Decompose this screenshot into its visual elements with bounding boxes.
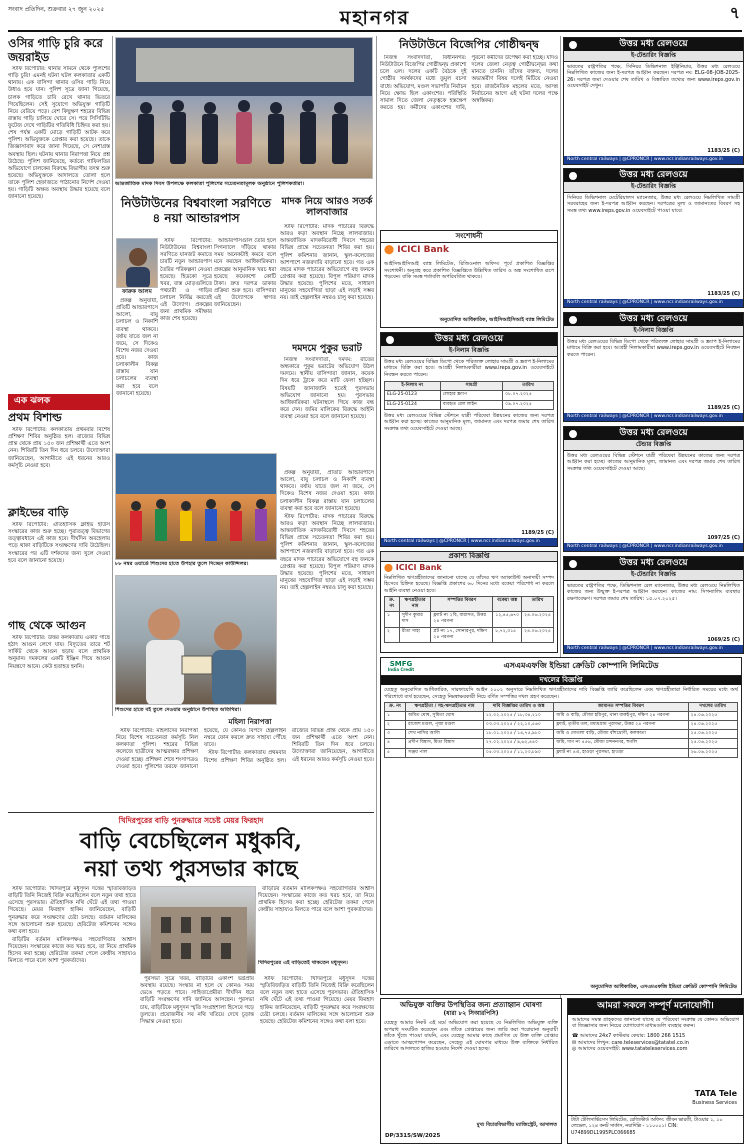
group-photo-illustration: [116, 38, 373, 179]
newtown-body-col2: আন্ডারপাসগুলি তৈরি হলে সিগন্যালে দাঁড়িয়ে থাকার সময় অনেকটাই কমবে বলে মনে করছেন আধিকারিকরা। প্রকল্পের আনুমানিক খরচ ধরা হয়েছে কয়েকশো কোটি টাকা। দ্রুত দরপত্র ডাকার প্রক্রিয়া শুরু হবে। বাসিন্দারা এই উদ্যোগকে স্বাগত জানিয়েছেন।: [214, 238, 276, 309]
railway-name-bar: উত্তর মধ্য রেলওয়ে: [564, 313, 743, 326]
railway-logo-icon: [568, 315, 578, 325]
icici-public-notice-ad: [380, 551, 558, 653]
railway-name-bar: উত্তর মধ্য রেলওয়ে: [564, 38, 743, 51]
reporter-photo: [116, 238, 158, 288]
railway-ad-subtitle: ই-টেন্ডারিং বিজ্ঞপ্তি: [564, 182, 743, 193]
school-story-body: স্টাফ রিপোর্টার: মহিলাদের নিরাপত্তা নিয়ে বিশেষ সচেতনতা কর্মসূচি নিল কলকাতা পুলিশ। শহরের বিভিন্ন কলেজে ছাত্রীদের আত্মরক্ষার প্রশিক্ষণ দেওয়া হচ্ছে। প্রশিক্ষণ শেষে শংসাপত্রও দেওয়া হবে। পুলিশের তরফে জানানো হয়েছে, যে কোনও বিপদে হেল্পলাইন নম্বরে ফোন করলে দ্রুত সাহায্য পৌঁছে যাবে। স্টাফ রিপোর্টার: কলকাতায় প্রথমবার বিশেষ প্রশিক্ষণ শিবির অনুষ্ঠিত হল। রাজ্যের বিভিন্ন প্রান্ত থেকে প্রায় ১৫০ জন প্রশিক্ষার্থী এতে অংশ নেন। শিবিরটি তিন দিন ধরে চলবে। উদ্যোক্তারা জানিয়েছেন, আগামীতে এই ধরনের আরও কর্মসূচি নেওয়া হবে।: [116, 728, 374, 770]
railway-ad-body-extra: উত্তর মধ্য রেলওয়ের বিভিন্ন স্টেশনে যাত্রী পরিষেবা উন্নয়নের কাজের জন্য দরপত্র আহ্বান করা হচ্ছে। কাজের আনুমানিক মূল্য, জামানত এবং দরপত্র জমার শেষ তারিখ সংক্রান্ত তথ্য ওয়েবসাইটে দেওয়া আছে।: [384, 412, 554, 432]
book-photo-caption: শিশুদের হাতে বই তুলে দেওয়ার অনুষ্ঠানে উপস্থিত অতিথিরা।: [115, 707, 241, 713]
railway-ad-subtitle: ই-টেন্ডারিং বিজ্ঞপ্তি: [564, 570, 743, 581]
table-row: ২ রীতা সাহা প্লট নং ১৭, সোনারপুর, দক্ষিণ ২৪ পরগনা ৮,৭২,৩১৫ ২৪.০৬.২০২৫: [385, 627, 554, 642]
railway-ad-code: 1189/25 (C): [707, 405, 740, 412]
story1-body: স্টাফ রিপোর্টার: থানার সামনে থেকে পুলিশের গাড়ি চুরি! এমনই ঘটনা ঘটল কলকাতার একটি থানায়। এক বাসিন্দা থানার ওসির গাড়ি নিয়ে উধাও হয়ে যান। পুলিশ সূত্রে জানা গিয়েছে, চালক গাড়িতে চাবি রেখে থানার ভিতরে গিয়েছিলেন। সেই সুযোগে অভিযুক্ত গাড়িটি নিয়ে বেরিয়ে পড়ে। বেশ কিছুক্ষণ শহরের বিভিন্ন রাস্তায় গাড়ি চালিয়ে ঘোরে সে। পরে সিসিটিভি ফুটেজ দেখে গাড়িটির গতিবিধি চিহ্নিত করা হয়। শেষ পর্যন্ত একটি মোড়ে গাড়িটি আটক করে পুলিশ। অভিযুক্তকে গ্রেপ্তার করা হয়েছে। তাকে জিজ্ঞাসাবাদ করে জানা গিয়েছে, সে নেশাগ্রস্ত অবস্থায় ছিল। ঘটনায় থানার নিরাপত্তা নিয়ে প্রশ্ন উঠেছে। পুলিশ জানিয়েছে, কর্তব্যে গাফিলতির অভিযোগে চালকের বিরুদ্ধে বিভাগীয় তদন্ত শুরু হয়েছে। অভিযুক্তকে আদালতে তোলা হলে তাকে পুলিশ হেফাজতে পাঠানোর নির্দেশ দেওয়া হয়। গাড়িটি অক্ষত অবস্থায় উদ্ধার হয়েছে বলে জানানো হয়েছে।: [8, 66, 110, 201]
railway-logo-icon: [385, 335, 395, 345]
table-row: ১ অমিত ঘোষ, সুমিতা ঘোষ ১২.০২.২০২৫ / ১৮,৩৪,২১০ জমি ও বাড়ি, মৌজা হরিপুর, থানা বারুইপুর, দক্ষিণ ২৪ পরগনা ২৪.০৬.২০২৫: [385, 712, 738, 721]
railway-tender-ad-3: [380, 332, 558, 547]
mail-icon: ✉: [572, 1039, 578, 1046]
brief2-title: ক্লাইভের বাড়ি: [8, 506, 69, 519]
tata-footer: টাটা টেলিসার্ভিসেস লিমিটেড, রেজিস্টার্ড অফিস: জীবন ভারতী, টাওয়ার ১, ১০ লেভেল, ১২৪ কনট সার্কাস, নয়াদিল্লি - ১১০০০১। CIN: U74899DL1995PLC066685: [568, 1115, 743, 1143]
railway-name-bar: উত্তর মধ্য রেলওয়ে: [564, 427, 743, 440]
lead-photo: [115, 37, 373, 179]
railway-auction-table: [384, 381, 554, 409]
railway-tender-ad-1: [563, 37, 744, 165]
smfg-notice-title: দখলের বিজ্ঞপ্তি: [381, 676, 741, 685]
newtown-body-col1: স্টাফ রিপোর্টার: নিউটাউনের বিশ্ববাংলা সরণিতে যানজট কমাতে চারটি নতুন আন্ডারপাস তৈরির পরিকল্পনা নেওয়া হয়েছে। হিডকো সূত্রে খবর, ব্যস্ত মোড়গুলিতে পথচারী ও গাড়ির চলাচল নির্বিঘ্ন করতেই এই উদ্যোগ। প্রকল্পের জন্য প্রাথমিক সমীক্ষার কাজ শেষ হয়েছে।: [160, 238, 212, 323]
railway-ad-subtitle: ই-টেন্ডারিং বিজ্ঞপ্তি: [564, 51, 743, 62]
table-row: ৫ সঞ্জয় পাল ০৫.০৩.২০২৫ / ১১,২৩,৮৯০ ফ্ল্যাট নং ৪এ, হাওড়া পুরসভা, হাওড়া ২৬.০৬.২০২৫: [385, 748, 738, 757]
madhu-photo-caption: খিদিরপুরের এই বাড়িতেই থাকতেন মধুসূদন।: [258, 960, 348, 966]
ek-jholok-banner: এক ঝলক: [8, 394, 110, 410]
table-row: ১ সুদীপ কুমার দাস ফ্ল্যাট নং ২বি, বারাসত, উত্তর ২৪ পরগনা ১২,৪৫,৬৭০ ২৪.০৬.২০২৫: [385, 612, 554, 627]
railway-ad-code: 1189/25 (C): [521, 530, 554, 537]
icici-correction-ad: [380, 230, 558, 328]
table-row: ২ রাজেশ মণ্ডল, পূজা মণ্ডল ০৩.০৩.২০২৫ / ২২,১০,৫৬০ ফ্ল্যাট, তৃতীয় তল, মধ্যমগ্রাম পুরসভা, উত্তর ২৪ পরগনা ২৪.০৬.২০২৫: [385, 721, 738, 730]
railway-logo-icon: [568, 559, 578, 569]
reporter-byline: ফারুক আলম: [122, 289, 152, 295]
railway-ad-footer: North central railways | @CPRONCR | www.ncr.indianrailways.gov.in: [564, 543, 743, 551]
smfg-possession-notice-ad: [380, 657, 742, 995]
railway-auction-ad: [563, 312, 744, 422]
railway-ad-body: ভারতের রাষ্ট্রপতির পক্ষে, ডিভিশনাল রেল ম্যানেজার, উত্তর মধ্য রেলওয়ে নিম্নলিখিত কাজের জন্য উন্মুক্ত ই-দরপত্র আহ্বান করছেন। কাজের নাম: সিগন্যালিং ব্যবস্থার রক্ষণাবেক্ষণ। দরপত্র জমার শেষ তারিখ: ১৫.০৭.২০২৫।: [567, 582, 740, 602]
tata-contact-list: [568, 1032, 743, 1054]
icici-correction-title: সংশোধনী: [381, 231, 557, 243]
newtown-headline: নিউটাউনের বিশ্ববাংলা সরণিতে ৪ নয়া আন্ডারপাস: [121, 196, 271, 225]
proclamation-title: অভিযুক্ত ব্যক্তির উপস্থিতির জন্য প্রত্যাহ্বান ঘোষণা: [400, 1001, 542, 1009]
icici-notice-table-wrap: [381, 596, 557, 642]
smfg-logo: SMFG India Credit: [387, 660, 415, 672]
railway-ad-body: উত্তর মধ্য রেলওয়ের বিভিন্ন ডিপো থেকে পরিত্যক্ত লোহার সামগ্রী ও স্ক্র্যাপ ই-নিলামের মাধ্যমে বিক্রি করা হবে। আগ্রহী নিলামকারীরা www.ireps.gov.in ওয়েবসাইটে নিবন্ধন করতে পারেন।: [384, 358, 554, 378]
section-title: মহানগর: [339, 7, 411, 29]
railway-name-bar: উত্তর মধ্য রেলওয়ে: [381, 333, 557, 346]
icici-notice-table: [384, 596, 554, 642]
railway-name-bar: উত্তর মধ্য রেলওয়ে: [564, 169, 743, 182]
children-photo: [115, 453, 277, 560]
proclamation-ad: [380, 998, 562, 1144]
railway-tender-ad-2: [563, 168, 744, 308]
story1-headline: ওসির গাড়ি চুরি করে জয়রাইড: [8, 36, 103, 64]
book-distribution-illustration: [116, 576, 277, 705]
proclamation-subtitle: (ধারা ৮২ সিআরপিসি): [443, 1010, 499, 1018]
madhu-headline-line2: নয়া তথ্য পুরসভার কাছে: [84, 856, 298, 882]
railway-ad-footer: North central railways | @CPRONCR | www.ncr.indianrailways.gov.in: [564, 645, 743, 653]
smfg-possession-table: [384, 702, 738, 757]
globe-icon: ◎: [572, 1046, 578, 1053]
smfg-intro: যেহেতু অনুমোদিত আধিকারিক, সারফায়েসি আইন ২০০২ অনুসারে নিম্নলিখিত ঋণগ্রহীতাদের দাবি বিজ্ঞপ্তি জারি করেছিলেন এবং ঋণগ্রহীতারা নির্ধারিত সময়ের মধ্যে অর্থ পরিশোধে ব্যর্থ হয়েছেন, সেহেতু নিম্নস্বাক্ষরকারী নিচে বর্ণিত সম্পত্তির দখল গ্রহণ করেছেন।: [384, 687, 738, 700]
tata-tele-ad: [567, 998, 744, 1144]
old-house-illustration: [141, 887, 256, 974]
railway-ad-body: সিনিয়র ডিভিশনাল মেটেরিয়ালস ম্যানেজার, উত্তর মধ্য রেলওয়ে নিম্নলিখিত সামগ্রী সরবরাহের জন্য ই-দরপত্র আহ্বান করছেন। দরপত্রের মূল্য ও জামানতের বিবরণ সহ সমস্ত তথ্য www.ireps.gov.in ওয়েবসাইটে পাওয়া যাবে।: [567, 194, 740, 214]
icici-logo-mark: ⬤: [384, 563, 396, 573]
icici-notice-logo: ⬤ ICICI Bank: [384, 563, 442, 573]
dumdum-headline: দমদমে পুকুর ভরাট: [292, 343, 362, 354]
brief3-title: গাছ থেকে আগুন: [8, 619, 86, 632]
railway-ad-code: 1183/25 (C): [707, 148, 740, 155]
railway-tender-ad-5: [563, 556, 744, 654]
icici-logo: ⬤ ICICI Bank: [384, 245, 449, 256]
madhu-headline-line1: বাড়ি বেচেছিলেন মধুকবি,: [80, 828, 302, 854]
smfg-company-name: এসএমএফজি ইন্ডিয়া ক্রেডিট কোম্পানি লিমিটেড: [503, 661, 659, 671]
table-row: ৪ প্রদীপ বিশ্বাস, মিতা বিশ্বাস ২৭.০২.২০২৫ / ৯,৬২,৪৪০ জমি, দাগ নং ৪৫৬, মৌজা চন্দননগর, হুগলি ২৫.০৬.২০২৫: [385, 739, 738, 748]
newtown-body-col0: প্রকল্প অনুযায়ী, প্রতিটি আন্ডারপাসে আলো, বায়ু চলাচল ও নিকাশি ব্যবস্থা থাকবে। বর্ষায় যাতে জল না জমে, সে দিকেও বিশেষ নজর দেওয়া হবে। কাজ চলাকালীন বিকল্প রাস্তায় যান চলাচলের ব্যবস্থা করা হবে বলে জানানো হয়েছে।: [116, 298, 158, 397]
children-illustration: [116, 454, 277, 560]
railway-ad-body: উত্তর মধ্য রেলওয়ের বিভিন্ন ডিপো থেকে পরিত্যক্ত লোহার সামগ্রী ও স্ক্র্যাপ ই-নিলামের মাধ্যমে বিক্রি করা হবে। আগ্রহী নিলামকারীরা www.ireps.gov.in ওয়েবসাইটে নিবন্ধন করতে পারেন।: [567, 338, 740, 358]
railway-ad-subtitle: ই-নিলাম বিজ্ঞপ্তি: [564, 326, 743, 337]
railway-logo-icon: [568, 40, 578, 50]
table-row: ELG-25-0123 লোহার স্ক্র্যাপ ০৮.০৭.২০২৫: [385, 391, 554, 400]
madhu-body-col2: পুরসভা সূত্রে খবর, বাড়িটির একাংশ ভগ্নপ্রায় অবস্থায় রয়েছে। সংস্কার না হলে যে কোনও সময় ভেঙে পড়তে পারে। সাহিত্যপ্রেমীরা দীর্ঘদিন ধরে বাড়িটি সংরক্ষণের দাবি জানিয়ে আসছেন। পুরসভা চায়, বাড়িটিকে মধুসূদন স্মৃতি সংগ্রহশালা হিসেবে গড়ে তুলতে। প্রয়োজনীয় সব নথি খতিয়ে দেখে চূড়ান্ত সিদ্ধান্ত নেওয়া হবে। স্টাফ রিপোর্টার: খিদিরপুরে মধুসূদন দত্তের স্মৃতিবিজড়িত বাড়িটি তিনি নিজেই বিক্রি করেছিলেন বলে নতুন তথ্য হাতে এসেছে পুরসভার। ঐতিহাসিক নথি ঘেঁটে এই তথ্য পাওয়া গিয়েছে। মেয়র ফিরহাদ হাকিম জানিয়েছেন, বাড়িটি পুনরুদ্ধার করে সংরক্ষণের চেষ্টা চলছে। বর্তমান মালিকের সঙ্গে আলোচনা শুরু হয়েছে। হেরিটেজ কমিশনের সঙ্গেও কথা বলা হবে।: [140, 976, 374, 1025]
railway-ad-code: 1183/25 (C): [707, 291, 740, 298]
dumdum-body: নিজস্ব সংবাদদাতা, দমদম: রাতের অন্ধকারে পুকুর ভরাটের অভিযোগ উঠল দমদমে। স্থানীয় বাসিন্দারা জানান, কয়েক দিন ধরে ট্রাকে করে মাটি ফেলা হচ্ছিল। বিষয়টি জানাজানি হতেই পুরসভায় অভিযোগ জানানো হয়। পুরসভার আধিকারিকরা ঘটনাস্থলে গিয়ে কাজ বন্ধ করে দেন। জমির মালিকের বিরুদ্ধে আইনি ব্যবস্থা নেওয়া হবে বলে জানানো হয়েছে।: [280, 357, 374, 420]
tata-heading: আমরা সকলে সম্পূর্ণ মনোযোগী।: [568, 999, 743, 1015]
children-photo-caption: ৮৮ নম্বর ওয়ার্ডে শিশুদের হাতে উপহার তুলে দিচ্ছেন কাউন্সিলর।: [115, 561, 249, 567]
column-divider: [376, 36, 377, 992]
railway-ad-footer: North central railways | @CPRONCR | www.ncr.indianrailways.gov.in: [564, 299, 743, 307]
icici-notice-title: প্রকাশ্য বিজ্ঞপ্তি: [381, 552, 557, 562]
icici-logo-mark: ⬤: [384, 245, 398, 256]
smfg-header: [381, 658, 741, 676]
drugs-body: স্টাফ রিপোর্টার: মাদক পাচারের বিরুদ্ধে আরও কড়া অবস্থান নিচ্ছে লালবাজার। আন্তর্জাতিক মাদকবিরোধী দিবসে শহরের বিভিন্ন প্রান্তে সচেতনতা শিবির করা হয়। পুলিশ কমিশনার জানান, স্কুল-কলেজের আশপাশে নজরদারি বাড়ানো হবে। গত এক বছরে মাদক পাচারের অভিযোগে বহু জনকে গ্রেপ্তার করা হয়েছে। বিপুল পরিমাণ মাদক উদ্ধার হয়েছে। পুলিশের মতে, সাধারণ মানুষের সহযোগিতা ছাড়া এই লড়াই সম্ভব নয়। তাই হেল্পলাইন নম্বরও চালু করা হয়েছে।: [280, 224, 374, 302]
phone-icon: ☎: [572, 1033, 580, 1040]
brief1-title: প্রথম বিশাল্ড: [8, 411, 62, 424]
railway-logo-icon: [568, 171, 578, 181]
railway-name-bar: উত্তর মধ্য রেলওয়ে: [564, 557, 743, 570]
story-divider: [8, 812, 374, 813]
bjp-body: নিজস্ব সংবাদদাতা, বিধাননগর: নিউটাউনে বিজেপির গোষ্ঠীদ্বন্দ্ব প্রকাশ্যে চলে এল। দলের একটি বৈঠকে দুই গোষ্ঠীর সমর্থকদের মধ্যে তুমুল বচসা বাধে। অভিযোগ, মণ্ডল সভাপতি নির্বাচন নিয়ে ক্ষোভ ছিল একাংশের। পরিস্থিতি সামাল দিতে জেলা নেতৃত্বকে হস্তক্ষেপ করতে হয়। কর্মীদের একাংশের দাবি, পুরনো কর্মীদের উপেক্ষা করা হচ্ছে। যদিও দলের জেলা নেতৃত্ব গোষ্ঠীদ্বন্দ্বের কথা মানতে চাননি। তাঁদের বক্তব্য, দলের অভ্যন্তরীণ বিষয় দলেই মিটিয়ে নেওয়া হবে। রাজনৈতিক মহলের মতে, আসন্ন নির্বাচনের আগে এই ঘটনা দলের পক্ষে অস্বস্তিকর।: [380, 55, 558, 111]
column-divider: [112, 36, 113, 716]
table-header-row: ই-নিলাম নং সামগ্রী তারিখ: [385, 382, 554, 391]
bjp-headline: নিউটাউনে বিজেপির গোষ্ঠীদ্বন্দ্ব: [399, 38, 539, 51]
icici-notice-body: নিম্নলিখিত ঋণগ্রহীতাদের জানানো যাচ্ছে যে তাঁদের ঋণ অ্যাকাউন্ট অনাদায়ী সম্পদ হিসেবে চিহ্নিত হয়েছে। বিজ্ঞপ্তি প্রকাশের ৬০ দিনের মধ্যে বকেয়া পরিশোধ না করলে আইনি ব্যবস্থা নেওয়া হবে।: [384, 574, 554, 594]
lead-photo-caption: আন্তর্জাতিক মাদক দিবস উপলক্ষে কলকাতা পুলিশের সচেতনতামূলক অনুষ্ঠানে পুলিশকর্তারা।: [115, 181, 305, 187]
book-distribution-photo: [115, 575, 277, 705]
tata-phone-line: ☎ আমাদের 24x7 কাস্টমার কেয়ার: 1800 266 1515: [572, 1033, 686, 1040]
proclamation-court: মুখ্য বিচারবিভাগীয় ম্যাজিস্ট্রেট, আদালত: [476, 1122, 557, 1129]
madhu-body-col1: স্টাফ রিপোর্টার: খিদিরপুরে মধুসূদন দত্তের স্মৃতিবিজড়িত বাড়িটি তিনি নিজেই বিক্রি করেছিলেন বলে নতুন তথ্য হাতে এসেছে পুরসভার। ঐতিহাসিক নথি ঘেঁটে এই তথ্য পাওয়া গিয়েছে। মেয়র ফিরহাদ হাকিম জানিয়েছেন, বাড়িটি পুনরুদ্ধার করে সংরক্ষণের চেষ্টা চলছে। বর্তমান মালিকের সঙ্গে আলোচনা শুরু হয়েছে। হেরিটেজ কমিশনের সঙ্গেও কথা বলা হবে। বাড়িটির বর্তমান মালিকপক্ষও সহযোগিতার আশ্বাস দিয়েছেন। সংস্কারের কাজে কত খরচ হবে, তা নিয়ে প্রাথমিক হিসেব করা হচ্ছে। হেরিটেজ তকমা পেলে কেন্দ্রীয় সাহায্যও মিলতে পারে বলে আশা পুরকর্তাদের।: [8, 886, 136, 965]
railway-ad-body: উত্তর মধ্য রেলওয়ের বিভিন্ন স্টেশনে যাত্রী পরিষেবা উন্নয়নের কাজের জন্য দরপত্র আহ্বান করা হচ্ছে। কাজের আনুমানিক মূল্য, জামানত এবং দরপত্র জমার শেষ তারিখ সংক্রান্ত তথ্য ওয়েবসাইটে দেওয়া আছে।: [567, 452, 740, 472]
smfg-sign: অনুমোদিত আধিকারিক, এসএমএফজি ইন্ডিয়া ক্রেডিট কোম্পানি লিমিটেড: [590, 984, 737, 991]
brief2-body: স্টাফ রিপোর্টার: ঐতিহাসিক ক্লাইভ হাউস সংস্কারের কাজ শুরু হচ্ছে। পুরাতত্ত্ব বিভাগের তত্ত্বাবধানে এই কাজ হবে। দীর্ঘদিন অবহেলায় পড়ে থাকা বাড়িটিকে সংরক্ষণের দাবি উঠেছিল। সংস্কারের পর এটি দর্শকদের জন্য খুলে দেওয়া হবে বলে জানানো হয়েছে।: [8, 522, 110, 564]
school-story-title: মহিলা নিরাপত্তা: [228, 718, 272, 726]
railway-ad-code: 1097/25 (C): [707, 535, 740, 542]
icici-correction-body: আইসিআইসিআই ব্যাঙ্ক লিমিটেড, রিজিওনাল অফিস। পূর্বে প্রকাশিত বিজ্ঞপ্তির সংশোধনী। অনুগ্রহ করে প্রকাশিত বিজ্ঞপ্তিতে উল্লিখিত তারিখ ও অঙ্ক সংশোধিত রূপে পড়বেন। বাকি সমস্ত শর্তাবলি অপরিবর্তিত থাকবে।: [384, 261, 554, 281]
proclamation-body: যেহেতু আমার নিকট এই মর্মে অভিযোগ করা হয়েছে যে নিম্নলিখিত অভিযুক্ত ব্যক্তি অপরাধ সংঘটিত করেছেন এবং তাঁকে গ্রেপ্তারের জন্য জারি করা পরোয়ানা অনুযায়ী তাঁকে খুঁজে পাওয়া যায়নি, এবং যেহেতু আমার কাছে প্রমাণিত যে উক্ত ব্যক্তি গ্রেপ্তার এড়াতে আত্মগোপন করেছেন, সেহেতু এই ঘোষণার মাধ্যমে উক্ত ব্যক্তিকে নির্ধারিত তারিখে আদালতে হাজির হওয়ার নির্দেশ দেওয়া হচ্ছে।: [384, 1020, 558, 1053]
page-number: ৭: [729, 3, 740, 22]
railway-ad-subtitle: ই-নিলাম বিজ্ঞপ্তি: [381, 346, 557, 357]
table-header-row: ক্র. নং ঋণগ্রহীতা / সহ-ঋণগ্রহীতার নাম দাবি বিজ্ঞপ্তির তারিখ ও অঙ্ক জামানত সম্পত্তির বিবরণ দখলের তারিখ: [385, 703, 738, 712]
tata-body: আমাদের সমস্ত গ্রাহকদের জানানো যাচ্ছে যে পরিষেবা সংক্রান্ত যে কোনও অভিযোগ বা জিজ্ঞাসার জন্য নিচের যোগাযোগ মাধ্যমগুলি ব্যবহার করুন।: [572, 1016, 739, 1030]
header-rule: [8, 30, 742, 32]
middle-lower-body: প্রকল্প অনুযায়ী, প্রতিটি আন্ডারপাসে আলো, বায়ু চলাচল ও নিকাশি ব্যবস্থা থাকবে। বর্ষায় যাতে জল না জমে, সে দিকেও বিশেষ নজর দেওয়া হবে। কাজ চলাকালীন বিকল্প রাস্তায় যান চলাচলের ব্যবস্থা করা হবে বলে জানানো হয়েছে। স্টাফ রিপোর্টার: মাদক পাচারের বিরুদ্ধে আরও কড়া অবস্থান নিচ্ছে লালবাজার। আন্তর্জাতিক মাদকবিরোধী দিবসে শহরের বিভিন্ন প্রান্তে সচেতনতা শিবির করা হয়। পুলিশ কমিশনার জানান, স্কুল-কলেজের আশপাশে নজরদারি বাড়ানো হবে। গত এক বছরে মাদক পাচারের অভিযোগে বহু জনকে গ্রেপ্তার করা হয়েছে। বিপুল পরিমাণ মাদক উদ্ধার হয়েছে। পুলিশের মতে, সাধারণ মানুষের সহযোগিতা ছাড়া এই লড়াই সম্ভব নয়। তাই হেল্পলাইন নম্বরও চালু করা হয়েছে।: [280, 470, 374, 591]
table-row: ELG-25-0124 ব্যবহৃত রেল লাইন ০৯.০৭.২০২৫: [385, 400, 554, 409]
tata-email-line: ✉ আমাদের লিখুন: care.teleservices@tatatel.co.in: [572, 1039, 689, 1046]
railway-ad-footer: North central railways | @CPRONCR | www.ncr.indianrailways.gov.in: [381, 538, 557, 546]
drugs-headline: মাদক নিয়ে আরও সতর্ক লালবাজার: [281, 196, 373, 219]
tata-logo: TATA Tele Business Services: [692, 1089, 737, 1106]
railway-ad-subtitle: টেন্ডার বিজ্ঞপ্তি: [564, 440, 743, 451]
proclamation-code: DP/3315/SW/2025: [385, 1132, 441, 1139]
railway-ad-footer: North central railways | @CPRONCR | www.ncr.indianrailways.gov.in: [564, 413, 743, 421]
tata-web-line: ◎ আমাদের ওয়েবসাইট: www.tatateleservices.com: [572, 1046, 688, 1053]
icici-correction-sign: অনুমোদিত আধিকারিক, আইসিআইসিআই ব্যাঙ্ক লিমিটেড: [439, 317, 554, 324]
railway-auction-table-wrap: [381, 380, 557, 410]
railway-ad-body: ভারতের রাষ্ট্রপতির পক্ষে, সিনিয়র ডিভিশনাল ইঞ্জিনিয়ার, উত্তর মধ্য রেলওয়ে নিম্নলিখিত কাজের জন্য ই-দরপত্র আহ্বান করছেন। দরপত্র নং: ELG-08-JOB-2025-26। দরপত্র জমা দেওয়ার শেষ তারিখ ও বিস্তারিত তথ্যের জন্য www.ireps.gov.in ওয়েবসাইট দেখুন।: [567, 63, 740, 90]
railway-logo-icon: [568, 429, 578, 439]
table-header-row: ক্র. নং ঋণগ্রহীতার নাম সম্পত্তির বিবরণ বকেয়া অঙ্ক তারিখ: [385, 597, 554, 612]
table-row: ৩ শেখ নাসির আলি ১৮.০১.২০২৫ / ১৪,৭৫,৯৮০ জমি ও দোতলা বাড়ি, মৌজা বাঁশদ্রোণী, কলকাতা ২৫.০৬.২০২৫: [385, 730, 738, 739]
reporter-portrait-illustration: [117, 239, 158, 288]
brief3-body: স্টাফ রিপোর্টার: উত্তর কলকাতায় একটি গাছে হঠাৎ আগুন লেগে যায়। বিদ্যুতের তারে শর্ট সার্কিট থেকে আগুন ছড়ায় বলে প্রাথমিক অনুমান। দমকলের একটি ইঞ্জিন গিয়ে আগুন নিয়ন্ত্রণে আনে। কেউ হতাহত হননি।: [8, 635, 110, 670]
madhu-strap: খিদিরপুরের বাড়ি পুনরুদ্ধারে সচেষ্ট মেয়র ফিরহাদ: [118, 816, 264, 825]
madhu-body-col3-top: বাড়িটির বর্তমান মালিকপক্ষও সহযোগিতার আশ্বাস দিয়েছেন। সংস্কারের কাজে কত খরচ হবে, তা নিয়ে প্রাথমিক হিসেব করা হচ্ছে। হেরিটেজ তকমা পেলে কেন্দ্রীয় সাহায্যও মিলতে পারে বলে আশা পুরকর্তাদের।: [258, 886, 374, 914]
smfg-table-wrap: [381, 702, 741, 757]
railway-ad-code: 1069/25 (C): [707, 637, 740, 644]
railway-ad-footer: North central railways | @CPRONCR | www.ncr.indianrailways.gov.in: [564, 156, 743, 164]
railway-tender-ad-4: [563, 426, 744, 552]
brief1-body: স্টাফ রিপোর্টার: কলকাতায় প্রথমবার বিশেষ প্রশিক্ষণ শিবির অনুষ্ঠিত হল। রাজ্যের বিভিন্ন প্রান্ত থেকে প্রায় ১৫০ জন প্রশিক্ষার্থী এতে অংশ নেন। শিবিরটি তিন দিন ধরে চলবে। উদ্যোক্তারা জানিয়েছেন, আগামীতে এই ধরনের আরও কর্মসূচি নেওয়া হবে।: [8, 427, 110, 469]
madhu-house-photo: [140, 886, 256, 974]
date-line: সংবাদ প্রতিদিন, শুক্রবার ২৭ জুন ২০২৫: [8, 6, 105, 13]
